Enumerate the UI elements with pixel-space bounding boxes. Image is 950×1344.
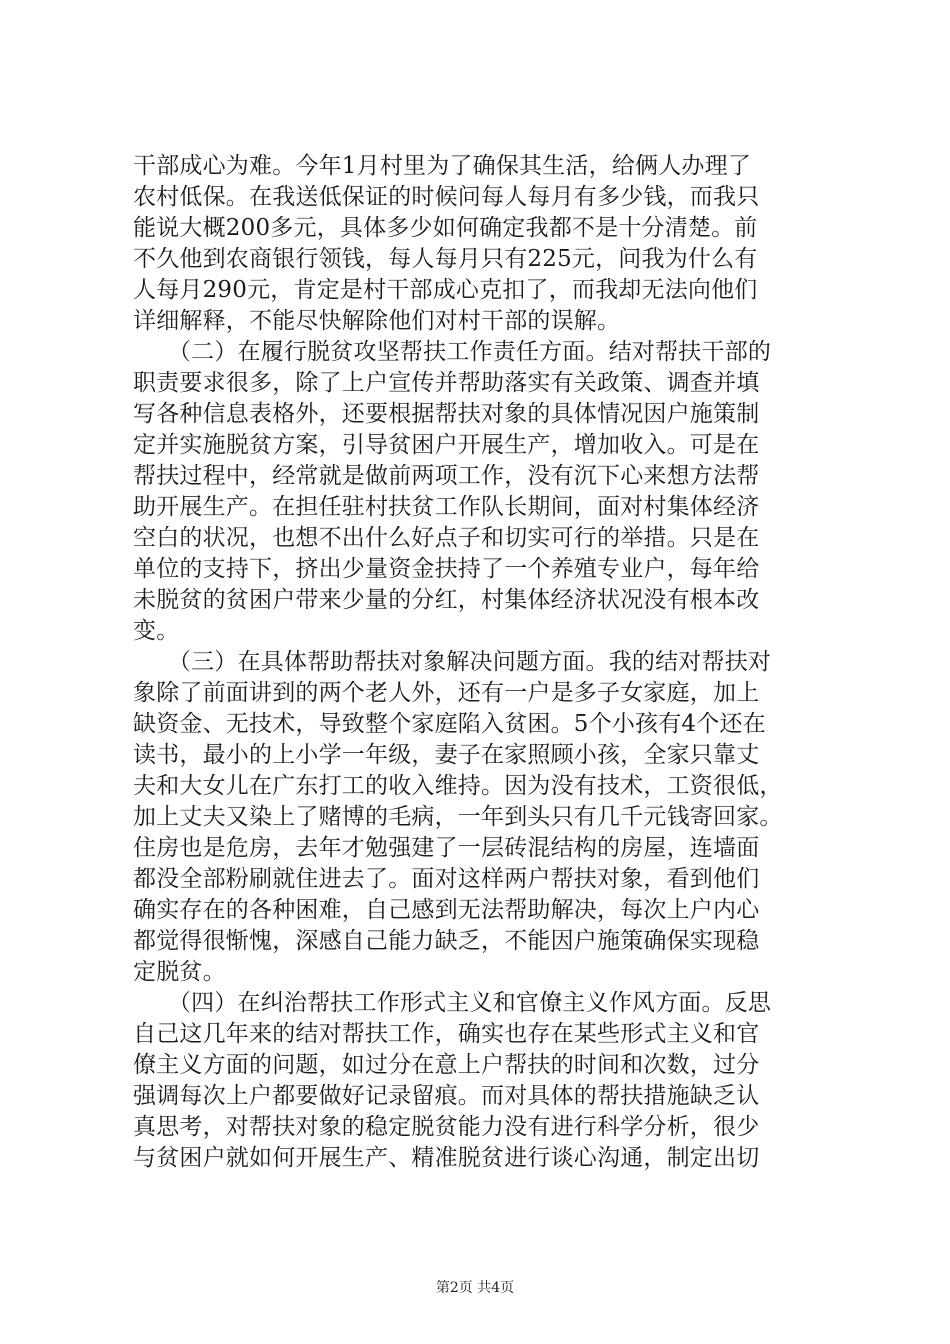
text-line: （四）在纠治帮扶工作形式主义和官僚主义作风方面。反思	[133, 990, 772, 1016]
text-line: 读书，最小的上小学一年级，妻子在家照顾小孩，全家只靠丈	[133, 742, 760, 768]
text-line: 确实存在的各种困难，自己感到无法帮助解决，每次上户内心	[133, 897, 760, 923]
text-line: 定脱贫。	[133, 959, 226, 985]
text-line: 农村低保。在我送低保证的时候问每人每月有多少钱，而我只	[133, 184, 760, 210]
text-line: 助开展生产。在担任驻村扶贫工作队长期间，面对村集体经济	[133, 494, 760, 520]
text-line: 缺资金、无技术，导致整个家庭陷入贫困。5个小孩有4个还在	[133, 711, 766, 737]
text-line: 夫和大女儿在广东打工的收入维持。因为没有技术，工资很低，	[133, 773, 783, 799]
text-line: 住房也是危房，去年才勉强建了一层砖混结构的房屋，连墙面	[133, 835, 760, 861]
text-line: 不久他到农商银行领钱，每人每月只有225元，问我为什么有	[133, 246, 758, 272]
text-line: 空白的状况，也想不出什么好点子和切实可行的举措。只是在	[133, 525, 760, 551]
text-line: 与贫困户就如何开展生产、精准脱贫进行谈心沟通，制定出切	[133, 1145, 760, 1171]
page-footer: 第2页 共4页	[435, 1280, 515, 1296]
text-line: 职责要求很多，除了上户宣传并帮助落实有关政策、调查并填	[133, 370, 760, 396]
text-line: 单位的支持下，挤出少量资金扶持了一个养殖专业户，每年给	[133, 556, 760, 582]
text-line: 加上丈夫又染上了赌博的毛病，一年到头只有几千元钱寄回家。	[133, 804, 783, 830]
text-line: 能说大概200多元，具体多少如何确定我都不是十分清楚。前	[133, 215, 758, 241]
text-line: （二）在履行脱贫攻坚帮扶工作责任方面。结对帮扶干部的	[133, 339, 772, 365]
text-line: （三）在具体帮助帮扶对象解决问题方面。我的结对帮扶对	[133, 649, 772, 675]
text-line: 未脱贫的贫困户带来少量的分红，村集体经济状况没有根本改	[133, 587, 760, 613]
text-line: 变。	[133, 618, 180, 644]
text-line: 人每月290元，肯定是村干部成心克扣了，而我却无法向他们	[133, 277, 758, 303]
text-line: 定并实施脱贫方案，引导贫困户开展生产，增加收入。可是在	[133, 432, 760, 458]
text-line: 写各种信息表格外，还要根据帮扶对象的具体情况因户施策制	[133, 401, 760, 427]
text-line: 象除了前面讲到的两个老人外，还有一户是多子女家庭，加上	[133, 680, 760, 706]
text-line: 详细解释，不能尽快解除他们对村干部的误解。	[133, 308, 621, 334]
document-body	[133, 151, 833, 1174]
text-line: 强调每次上户都要做好记录留痕。而对具体的帮扶措施缺乏认	[133, 1083, 760, 1109]
text-line: 帮扶过程中，经常就是做前两项工作，没有沉下心来想方法帮	[133, 463, 760, 489]
text-line: 真思考，对帮扶对象的稳定脱贫能力没有进行科学分析，很少	[133, 1114, 760, 1140]
text-line: 干部成心为难。今年1月村里为了确保其生活，给俩人办理了	[133, 153, 752, 179]
text-line: 僚主义方面的问题，如过分在意上户帮扶的时间和次数，过分	[133, 1052, 760, 1078]
text-line: 自己这几年来的结对帮扶工作，确实也存在某些形式主义和官	[133, 1021, 760, 1047]
text-line: 都觉得很惭愧，深感自己能力缺乏，不能因户施策确保实现稳	[133, 928, 760, 954]
text-line: 都没全部粉刷就住进去了。面对这样两户帮扶对象，看到他们	[133, 866, 760, 892]
